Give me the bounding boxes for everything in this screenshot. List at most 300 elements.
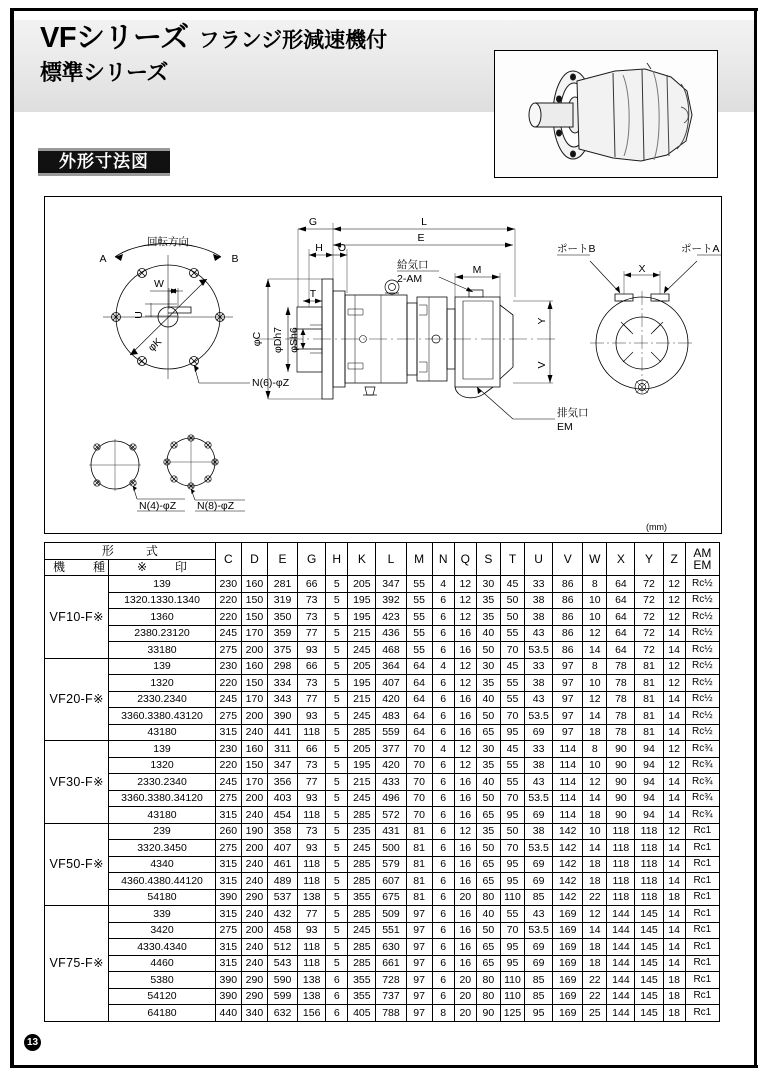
- cell-V: 97: [553, 724, 583, 741]
- cell-Y: 72: [635, 576, 663, 593]
- cell-X: 64: [607, 642, 635, 659]
- cell-am-em: Rc½: [685, 625, 719, 642]
- cell-Q: 12: [454, 576, 476, 593]
- cell-H: 5: [326, 592, 348, 609]
- cell-D: 240: [241, 724, 267, 741]
- cell-S: 50: [476, 642, 500, 659]
- cell-Y: 72: [635, 642, 663, 659]
- cell-N: 6: [432, 955, 454, 972]
- cell-K: 245: [348, 642, 376, 659]
- cell-M: 70: [406, 774, 432, 791]
- cell-X: 118: [607, 840, 635, 857]
- cell-Z: 18: [663, 889, 685, 906]
- cell-T: 125: [500, 1005, 524, 1022]
- cell-S: 90: [476, 1005, 500, 1022]
- cell-Z: 12: [663, 741, 685, 758]
- label-phi-sh6: φSh6: [288, 327, 300, 353]
- specification-table-wrapper: [44, 542, 720, 1022]
- cell-C: 390: [215, 972, 241, 989]
- cell-M: 97: [406, 955, 432, 972]
- cell-variant: 1320.1330.1340: [109, 592, 215, 609]
- cell-am-em: Rc¾: [685, 741, 719, 758]
- cell-H: 5: [326, 757, 348, 774]
- cell-M: 70: [406, 807, 432, 824]
- cell-W: 10: [583, 757, 607, 774]
- cell-variant: 239: [109, 823, 215, 840]
- cell-G: 73: [298, 757, 326, 774]
- cell-G: 156: [298, 1005, 326, 1022]
- cell-W: 14: [583, 642, 607, 659]
- cell-D: 150: [241, 757, 267, 774]
- cell-D: 200: [241, 642, 267, 659]
- cell-G: 118: [298, 724, 326, 741]
- cell-S: 50: [476, 708, 500, 725]
- header-col-U: U: [525, 543, 553, 576]
- cell-D: 240: [241, 807, 267, 824]
- cell-U: 38: [525, 823, 553, 840]
- cell-E: 512: [267, 939, 297, 956]
- cell-am-em: Rc¾: [685, 807, 719, 824]
- cell-N: 6: [432, 823, 454, 840]
- cell-L: 788: [376, 1005, 406, 1022]
- cell-T: 45: [500, 741, 524, 758]
- cell-K: 195: [348, 757, 376, 774]
- cell-U: 33: [525, 658, 553, 675]
- cell-Q: 16: [454, 642, 476, 659]
- cell-G: 77: [298, 774, 326, 791]
- cell-K: 285: [348, 807, 376, 824]
- cell-S: 35: [476, 823, 500, 840]
- cell-K: 285: [348, 906, 376, 923]
- cell-W: 12: [583, 774, 607, 791]
- cell-W: 18: [583, 724, 607, 741]
- cell-G: 73: [298, 823, 326, 840]
- cell-D: 150: [241, 592, 267, 609]
- cell-N: 6: [432, 691, 454, 708]
- cell-Z: 14: [663, 840, 685, 857]
- cell-L: 607: [376, 873, 406, 890]
- cell-S: 40: [476, 906, 500, 923]
- cell-M: 70: [406, 757, 432, 774]
- header-col-W: W: [583, 543, 607, 576]
- cell-C: 315: [215, 955, 241, 972]
- cell-H: 5: [326, 675, 348, 692]
- header-col-T: T: [500, 543, 524, 576]
- label-port-b: ポートB: [557, 243, 596, 255]
- cell-T: 50: [500, 609, 524, 626]
- cell-N: 6: [432, 790, 454, 807]
- cell-Z: 14: [663, 955, 685, 972]
- cell-K: 355: [348, 988, 376, 1005]
- cell-N: 6: [432, 988, 454, 1005]
- cell-M: 64: [406, 724, 432, 741]
- header-col-L: L: [376, 543, 406, 576]
- cell-Q: 16: [454, 955, 476, 972]
- cell-V: 169: [553, 1005, 583, 1022]
- cell-Z: 12: [663, 609, 685, 626]
- cell-variant: 54120: [109, 988, 215, 1005]
- cell-Y: 94: [635, 757, 663, 774]
- cell-D: 240: [241, 906, 267, 923]
- table-row: [45, 972, 720, 989]
- cell-X: 78: [607, 691, 635, 708]
- cell-C: 230: [215, 741, 241, 758]
- table-row: [45, 988, 720, 1005]
- page-number-badge: 13: [24, 1034, 41, 1051]
- cell-C: 275: [215, 922, 241, 939]
- cell-K: 205: [348, 741, 376, 758]
- page-frame-bottom: [10, 1065, 758, 1068]
- cell-U: 85: [525, 988, 553, 1005]
- cell-U: 53.5: [525, 708, 553, 725]
- cell-W: 8: [583, 658, 607, 675]
- cell-E: 461: [267, 856, 297, 873]
- table-head: [45, 543, 720, 576]
- cell-K: 285: [348, 856, 376, 873]
- cell-Z: 14: [663, 906, 685, 923]
- cell-C: 315: [215, 939, 241, 956]
- cell-Z: 18: [663, 988, 685, 1005]
- cell-V: 86: [553, 609, 583, 626]
- cell-V: 142: [553, 840, 583, 857]
- cell-H: 5: [326, 856, 348, 873]
- cell-V: 169: [553, 922, 583, 939]
- cell-N: 4: [432, 576, 454, 593]
- cell-Y: 72: [635, 609, 663, 626]
- cell-X: 144: [607, 1005, 635, 1022]
- cell-Z: 14: [663, 873, 685, 890]
- label-m: M: [472, 264, 482, 276]
- section-heading-label: 外形寸法図: [59, 152, 149, 171]
- cell-D: 170: [241, 774, 267, 791]
- cell-E: 590: [267, 972, 297, 989]
- table-row: [45, 675, 720, 692]
- cell-Z: 12: [663, 658, 685, 675]
- cell-U: 69: [525, 856, 553, 873]
- cell-S: 35: [476, 609, 500, 626]
- product-photo: [494, 50, 718, 178]
- cell-E: 359: [267, 625, 297, 642]
- cell-N: 6: [432, 724, 454, 741]
- cell-V: 142: [553, 823, 583, 840]
- cell-M: 64: [406, 675, 432, 692]
- cell-K: 205: [348, 658, 376, 675]
- cell-C: 440: [215, 1005, 241, 1022]
- cell-E: 281: [267, 576, 297, 593]
- table-row: [45, 1005, 720, 1022]
- cell-D: 170: [241, 625, 267, 642]
- cell-Q: 16: [454, 840, 476, 857]
- cell-D: 190: [241, 823, 267, 840]
- cell-W: 10: [583, 823, 607, 840]
- cell-K: 235: [348, 823, 376, 840]
- label-exhaust: 排気口: [557, 407, 589, 419]
- table-row: [45, 724, 720, 741]
- cell-variant: 3360.3380.43120: [109, 708, 215, 725]
- cell-W: 14: [583, 708, 607, 725]
- cell-variant: 1320: [109, 675, 215, 692]
- cell-X: 144: [607, 988, 635, 1005]
- cell-S: 40: [476, 691, 500, 708]
- header-col-S: S: [476, 543, 500, 576]
- table-row: [45, 642, 720, 659]
- cell-L: 483: [376, 708, 406, 725]
- cell-G: 93: [298, 708, 326, 725]
- cell-X: 78: [607, 708, 635, 725]
- cell-am-em: Rc1: [685, 922, 719, 939]
- cell-S: 65: [476, 856, 500, 873]
- cell-Z: 12: [663, 592, 685, 609]
- cell-S: 50: [476, 922, 500, 939]
- cell-G: 138: [298, 972, 326, 989]
- cell-C: 315: [215, 873, 241, 890]
- cell-K: 355: [348, 972, 376, 989]
- cell-T: 55: [500, 906, 524, 923]
- label-phi-k: φK: [145, 335, 165, 354]
- cell-S: 80: [476, 889, 500, 906]
- cell-M: 97: [406, 922, 432, 939]
- cell-K: 195: [348, 592, 376, 609]
- cell-D: 150: [241, 609, 267, 626]
- cell-N: 6: [432, 922, 454, 939]
- cell-E: 358: [267, 823, 297, 840]
- cell-M: 55: [406, 625, 432, 642]
- cell-S: 80: [476, 988, 500, 1005]
- cell-variant: 139: [109, 741, 215, 758]
- cell-L: 420: [376, 691, 406, 708]
- cell-K: 285: [348, 939, 376, 956]
- cell-H: 5: [326, 625, 348, 642]
- table-row: [45, 576, 720, 593]
- cell-N: 6: [432, 708, 454, 725]
- cell-D: 170: [241, 691, 267, 708]
- cell-Y: 118: [635, 889, 663, 906]
- cell-H: 5: [326, 955, 348, 972]
- cell-T: 55: [500, 625, 524, 642]
- cell-K: 285: [348, 873, 376, 890]
- cell-variant: 2380.23120: [109, 625, 215, 642]
- cell-X: 118: [607, 889, 635, 906]
- cell-L: 572: [376, 807, 406, 824]
- cell-Q: 16: [454, 856, 476, 873]
- cell-variant: 1320: [109, 757, 215, 774]
- header-col-C: C: [215, 543, 241, 576]
- cell-S: 30: [476, 658, 500, 675]
- cell-X: 144: [607, 922, 635, 939]
- cell-H: 5: [326, 691, 348, 708]
- cell-D: 240: [241, 873, 267, 890]
- label-port-a: ポートA: [681, 243, 720, 255]
- cell-H: 5: [326, 658, 348, 675]
- label-n4: N(4)-φZ: [139, 500, 177, 512]
- cell-U: 38: [525, 675, 553, 692]
- table-row: [45, 708, 720, 725]
- unit-note: (mm): [646, 522, 667, 532]
- cell-E: 537: [267, 889, 297, 906]
- label-g: G: [308, 216, 318, 228]
- label-intake: 給気口: [397, 259, 429, 271]
- cell-am-em: Rc1: [685, 1005, 719, 1022]
- cell-M: 81: [406, 889, 432, 906]
- cell-M: 81: [406, 840, 432, 857]
- cell-S: 65: [476, 724, 500, 741]
- header-am: AM: [693, 546, 712, 560]
- cell-am-em: Rc1: [685, 972, 719, 989]
- cell-C: 275: [215, 840, 241, 857]
- label-l: L: [421, 216, 427, 228]
- cell-W: 18: [583, 807, 607, 824]
- cell-D: 240: [241, 856, 267, 873]
- cell-Y: 145: [635, 939, 663, 956]
- cell-D: 290: [241, 972, 267, 989]
- cell-Z: 14: [663, 922, 685, 939]
- cell-X: 64: [607, 592, 635, 609]
- cell-Z: 18: [663, 972, 685, 989]
- cell-W: 10: [583, 592, 607, 609]
- cell-L: 551: [376, 922, 406, 939]
- cell-Q: 16: [454, 724, 476, 741]
- cell-U: 53.5: [525, 922, 553, 939]
- cell-V: 114: [553, 790, 583, 807]
- cell-S: 35: [476, 757, 500, 774]
- cell-V: 114: [553, 757, 583, 774]
- cell-K: 405: [348, 1005, 376, 1022]
- cell-E: 298: [267, 658, 297, 675]
- cell-V: 86: [553, 625, 583, 642]
- page-frame-right: [754, 8, 757, 1068]
- cell-D: 240: [241, 939, 267, 956]
- cell-E: 632: [267, 1005, 297, 1022]
- cell-H: 5: [326, 774, 348, 791]
- cell-Q: 16: [454, 807, 476, 824]
- cell-U: 85: [525, 972, 553, 989]
- cell-Q: 12: [454, 609, 476, 626]
- cell-am-em: Rc1: [685, 939, 719, 956]
- cell-M: 97: [406, 988, 432, 1005]
- cell-variant: 4460: [109, 955, 215, 972]
- cell-variant: 3320.3450: [109, 840, 215, 857]
- cell-Q: 16: [454, 873, 476, 890]
- cell-D: 160: [241, 576, 267, 593]
- cell-am-em: Rc1: [685, 955, 719, 972]
- cell-W: 10: [583, 675, 607, 692]
- table-row: [45, 840, 720, 857]
- cell-Y: 94: [635, 807, 663, 824]
- cell-V: 114: [553, 741, 583, 758]
- cell-X: 90: [607, 807, 635, 824]
- cell-T: 95: [500, 724, 524, 741]
- cell-N: 6: [432, 889, 454, 906]
- cell-G: 118: [298, 873, 326, 890]
- cell-variant: 5380: [109, 972, 215, 989]
- cell-Z: 14: [663, 724, 685, 741]
- cell-E: 458: [267, 922, 297, 939]
- cell-am-em: Rc¾: [685, 774, 719, 791]
- cell-N: 6: [432, 592, 454, 609]
- cell-H: 5: [326, 823, 348, 840]
- cell-L: 436: [376, 625, 406, 642]
- cell-Q: 12: [454, 741, 476, 758]
- cell-N: 6: [432, 939, 454, 956]
- cell-Z: 14: [663, 790, 685, 807]
- cell-L: 392: [376, 592, 406, 609]
- header-col-Z: Z: [663, 543, 685, 576]
- cell-U: 43: [525, 906, 553, 923]
- cell-variant: 43180: [109, 807, 215, 824]
- cell-K: 195: [348, 675, 376, 692]
- cell-N: 4: [432, 658, 454, 675]
- cell-Z: 12: [663, 757, 685, 774]
- cell-G: 73: [298, 592, 326, 609]
- cell-M: 55: [406, 576, 432, 593]
- cell-M: 97: [406, 972, 432, 989]
- cell-U: 53.5: [525, 790, 553, 807]
- table-row: [45, 939, 720, 956]
- cell-M: 97: [406, 906, 432, 923]
- cell-W: 10: [583, 609, 607, 626]
- cell-L: 496: [376, 790, 406, 807]
- cell-K: 285: [348, 955, 376, 972]
- cell-C: 275: [215, 642, 241, 659]
- table-row: [45, 823, 720, 840]
- label-n6: N(6)-φZ: [252, 377, 290, 389]
- cell-C: 390: [215, 889, 241, 906]
- cell-U: 69: [525, 955, 553, 972]
- cell-Y: 81: [635, 724, 663, 741]
- cell-V: 86: [553, 642, 583, 659]
- cell-am-em: Rc¾: [685, 790, 719, 807]
- cell-G: 73: [298, 609, 326, 626]
- cell-Z: 12: [663, 675, 685, 692]
- cell-model: VF30-F※: [45, 741, 109, 824]
- cell-Y: 145: [635, 972, 663, 989]
- cell-H: 6: [326, 988, 348, 1005]
- cell-V: 114: [553, 774, 583, 791]
- cell-G: 138: [298, 889, 326, 906]
- cell-K: 195: [348, 609, 376, 626]
- cell-X: 118: [607, 823, 635, 840]
- cell-K: 215: [348, 625, 376, 642]
- cell-variant: 4340: [109, 856, 215, 873]
- table-body: [45, 576, 720, 1022]
- cell-N: 6: [432, 807, 454, 824]
- cell-U: 85: [525, 889, 553, 906]
- cell-Q: 12: [454, 757, 476, 774]
- cell-C: 220: [215, 757, 241, 774]
- cell-C: 245: [215, 625, 241, 642]
- cell-T: 70: [500, 642, 524, 659]
- cell-L: 500: [376, 840, 406, 857]
- cell-S: 50: [476, 790, 500, 807]
- cell-U: 53.5: [525, 840, 553, 857]
- cell-M: 97: [406, 1005, 432, 1022]
- cell-E: 441: [267, 724, 297, 741]
- cell-D: 200: [241, 708, 267, 725]
- cell-W: 14: [583, 922, 607, 939]
- cell-M: 55: [406, 642, 432, 659]
- cell-H: 5: [326, 609, 348, 626]
- cell-U: 95: [525, 1005, 553, 1022]
- label-rotation-direction: 回転方向: [147, 236, 189, 248]
- cell-E: 334: [267, 675, 297, 692]
- label-direction-a: A: [99, 253, 107, 265]
- cell-T: 70: [500, 840, 524, 857]
- cell-Q: 20: [454, 889, 476, 906]
- cell-W: 22: [583, 972, 607, 989]
- cell-K: 285: [348, 724, 376, 741]
- cell-V: 169: [553, 939, 583, 956]
- cell-C: 220: [215, 675, 241, 692]
